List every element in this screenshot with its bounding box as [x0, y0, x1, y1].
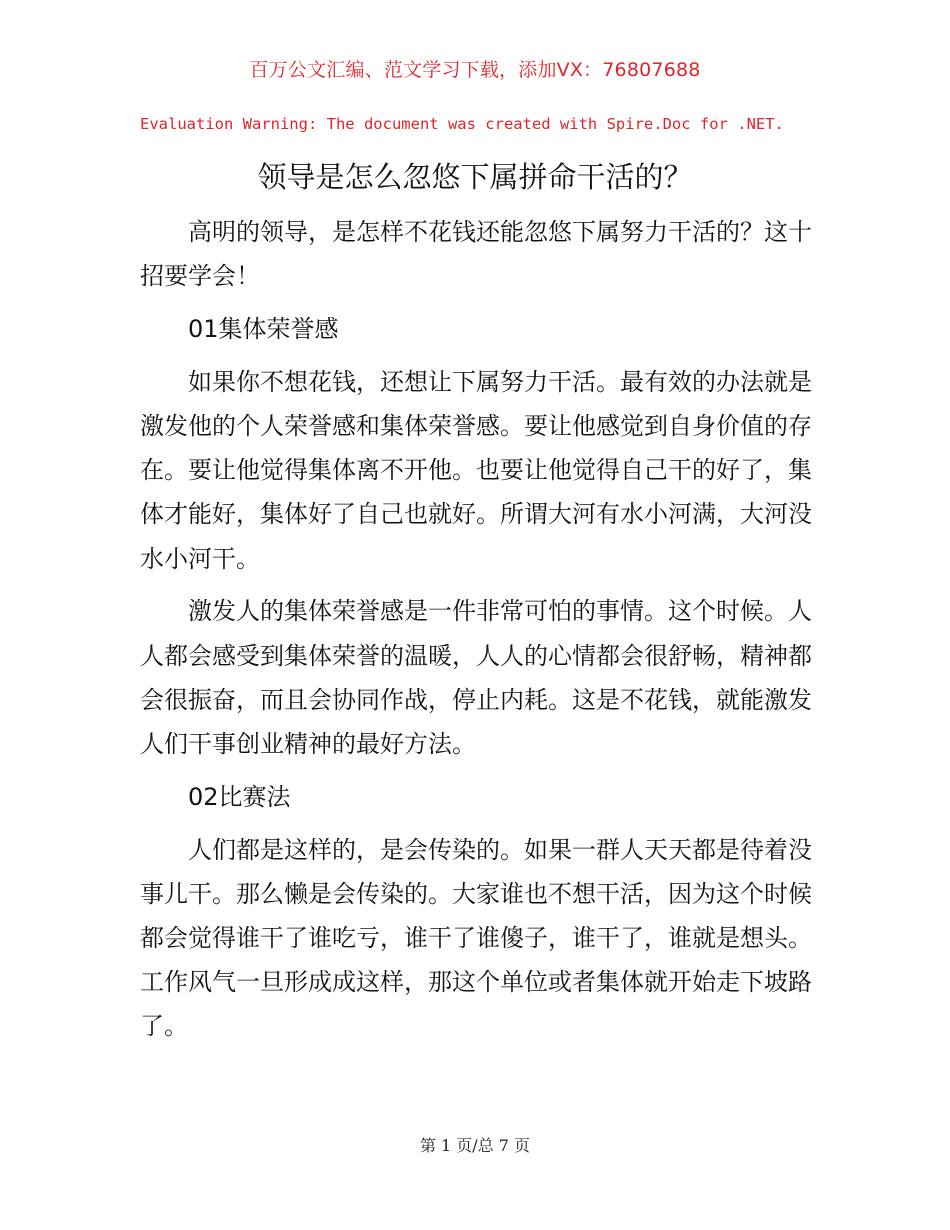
body-paragraph: 如果你不想花钱，还想让下属努力干活。最有效的办法就是激发他的个人荣誉感和集体荣誉感。要让他感觉到自身价值的存在。要让他觉得集体离不开他。也要让他觉得自己干的好了，集体才能好，集体好了自己也就好。所谓大河有水小河满，大河没水小河干。	[140, 367, 812, 573]
document-body	[140, 210, 812, 1057]
evaluation-warning: Evaluation Warning: The document was created with Spire.Doc for .NET.	[140, 115, 784, 133]
header-banner: 百万公文汇编、范文学习下载，添加VX：76807688	[249, 59, 701, 81]
body-paragraph: 人们都是这样的，是会传染的。如果一群人天天都是待着没事儿干。那么懒是会传染的。大家谁也不想干活，因为这个时候都会觉得谁干了谁吃亏，谁干了谁傻子，谁干了，谁就是想头。工作风气一旦形成成这样，那这个单位或者集体就开始走下坡路了。	[140, 835, 812, 1041]
intro-paragraph: 高明的领导，是怎样不花钱还能忽悠下属努力干活的？这十招要学会！	[140, 218, 812, 291]
page-number: 第 1 页/总 7 页	[419, 1136, 531, 1155]
document-title: 领导是怎么忽悠下属拼命干活的？	[257, 160, 693, 194]
section-heading-2: 02比赛法	[188, 782, 291, 811]
body-paragraph: 激发人的集体荣誉感是一件非常可怕的事情。这个时候。人人都会感受到集体荣誉的温暖，人人的心情都会很舒畅，精神都会很振奋，而且会协同作战，停止内耗。这是不花钱，就能激发人们干事创业精神的最好方法。	[140, 597, 812, 759]
section-heading-1: 01集体荣誉感	[188, 315, 339, 343]
